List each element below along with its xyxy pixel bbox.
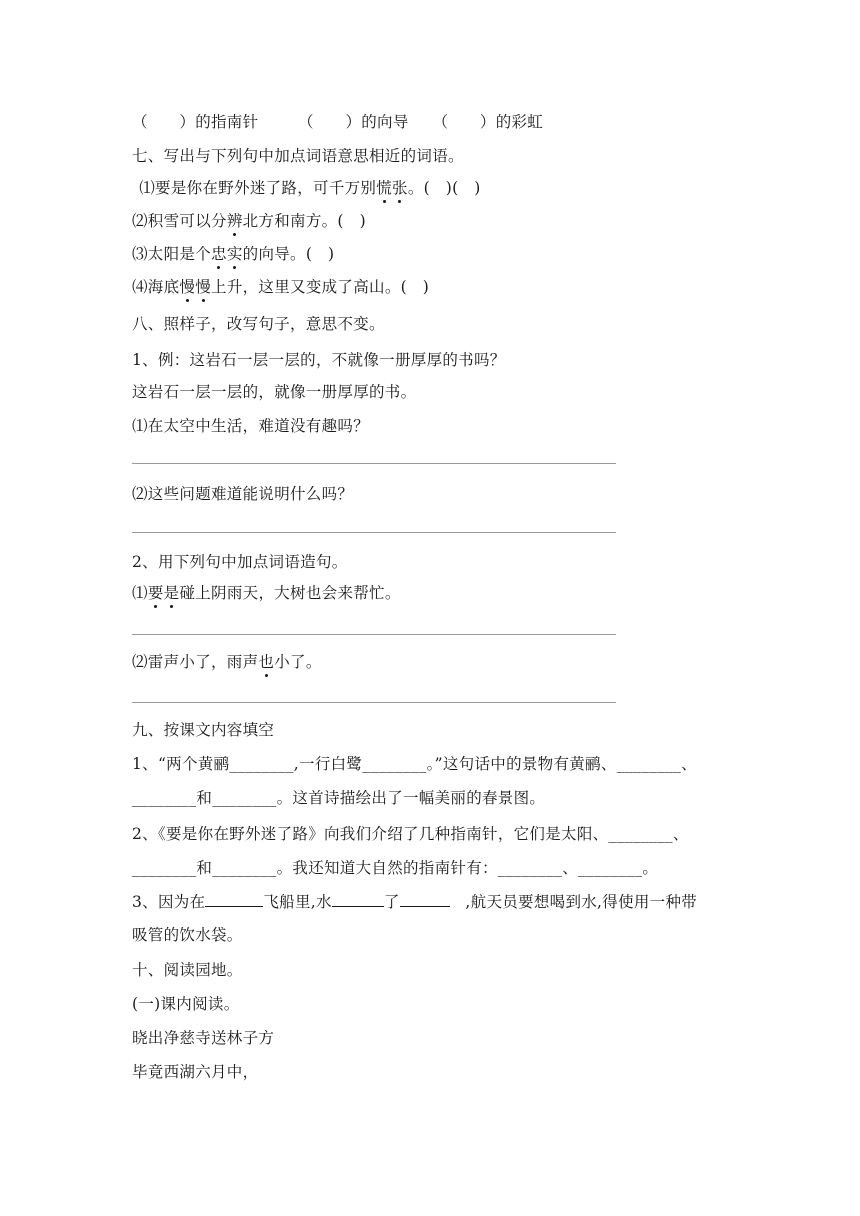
q7-item-2-text-c: 北方和南方。( )	[242, 212, 366, 230]
q8-2-item-2-text-c: 小了。	[274, 653, 322, 671]
emphasized-char: 张	[392, 179, 408, 197]
emphasized-char: 慢	[195, 278, 212, 296]
answer-line[interactable]	[132, 463, 616, 464]
fill-blank[interactable]	[205, 906, 263, 907]
emphasized-char: 也	[258, 653, 275, 671]
q8-1-example: 1、例：这岩石一层一层的，不就像一册厚厚的书吗？	[132, 351, 506, 369]
q9-3-text-a: 3、因为在	[132, 893, 206, 911]
q7-item-4-text-a: ⑷海底	[132, 278, 180, 296]
fill-blank-row-phrases: （ ）的指南针 （ ）的向导 （ ）的彩虹	[132, 113, 544, 131]
q9-1-line-2: ________和________。这首诗描绘出了一幅美丽的春景图。	[132, 789, 546, 807]
q8-2-item-1-text-d: 碰上阴雨天，大树也会来帮忙。	[179, 584, 401, 602]
q8-1-item-1: ⑴在太空中生活，难道没有趣吗？	[132, 417, 370, 435]
emphasized-char: 慌	[376, 179, 393, 197]
section-7-heading: 七、写出与下列句中加点词语意思相近的词语。	[132, 147, 464, 165]
emphasized-char: 忠	[211, 245, 227, 263]
emphasized-char: 是	[163, 584, 180, 602]
q9-3-text-b: 飞船里,水	[263, 893, 332, 911]
q7-item-2-text-a: ⑵积雪可以分	[132, 212, 227, 230]
section-9-heading: 九、按课文内容填空	[132, 721, 275, 739]
q7-item-2	[132, 211, 366, 231]
poem-title: 晓出净慈寺送林子方	[132, 1029, 275, 1047]
section-10-heading: 十、阅读园地。	[132, 961, 243, 979]
q8-2-item-1	[132, 583, 401, 603]
q8-1-example-answer: 这岩石一层一层的，就像一册厚厚的书。	[132, 383, 417, 401]
q9-1-line-1: 1、“两个黄鹂________,一行白鹭________。”这句话中的景物有黄鹂、________、	[132, 755, 697, 773]
q8-2-heading: 2、用下列句中加点词语造句。	[132, 553, 348, 571]
q8-2-item-2	[132, 652, 322, 672]
fill-blank[interactable]	[400, 906, 450, 907]
q9-3-text-d: ,航天员要想喝到水,得使用一种带	[449, 893, 698, 911]
q9-3-line-1	[132, 892, 697, 912]
answer-line[interactable]	[132, 702, 616, 703]
q7-item-3-text-a: ⑶太阳是个	[132, 245, 212, 263]
emphasized-char: 要	[147, 584, 164, 602]
emphasized-char: 实	[226, 245, 243, 263]
answer-line[interactable]	[132, 634, 616, 635]
fill-blank[interactable]	[332, 906, 384, 907]
q7-item-4-text-d: 上升，这里又变成了高山。( )	[211, 278, 430, 296]
q8-1-item-2: ⑵这些问题难道能说明什么吗？	[132, 485, 354, 503]
emphasized-char: 慢	[179, 278, 196, 296]
q8-2-item-2-text-a: ⑵雷声小了，雨声	[132, 653, 259, 671]
q7-item-1-text-a: ⑴要是你在野外迷了路，可千万别	[134, 179, 377, 197]
q7-item-3-text-d: 的向导。( )	[242, 245, 335, 263]
emphasized-char: 辨	[226, 212, 243, 230]
q8-2-item-1-text-a: ⑴	[132, 584, 148, 602]
q9-3-text-c: 了	[383, 893, 400, 911]
poem-line-1: 毕竟西湖六月中，	[132, 1063, 259, 1081]
q7-item-1	[134, 178, 481, 198]
q9-2-line-2: ________和________。我还知道大自然的指南针有：________、________。	[132, 859, 659, 877]
q7-item-1-text-d: 。( )( )	[407, 179, 481, 197]
reading-subheading: (一)课内阅读。	[132, 995, 240, 1013]
section-8-heading: 八、照样子，改写句子，意思不变。	[132, 315, 385, 333]
q9-3-line-2: 吸管的饮水袋。	[132, 926, 243, 944]
answer-line[interactable]	[132, 532, 616, 533]
q7-item-3	[132, 244, 334, 264]
q7-item-4	[132, 277, 429, 297]
q9-2-line-1: 2、《要是你在野外迷了路》向我们介绍了几种指南针，它们是太阳、________、	[132, 825, 689, 843]
